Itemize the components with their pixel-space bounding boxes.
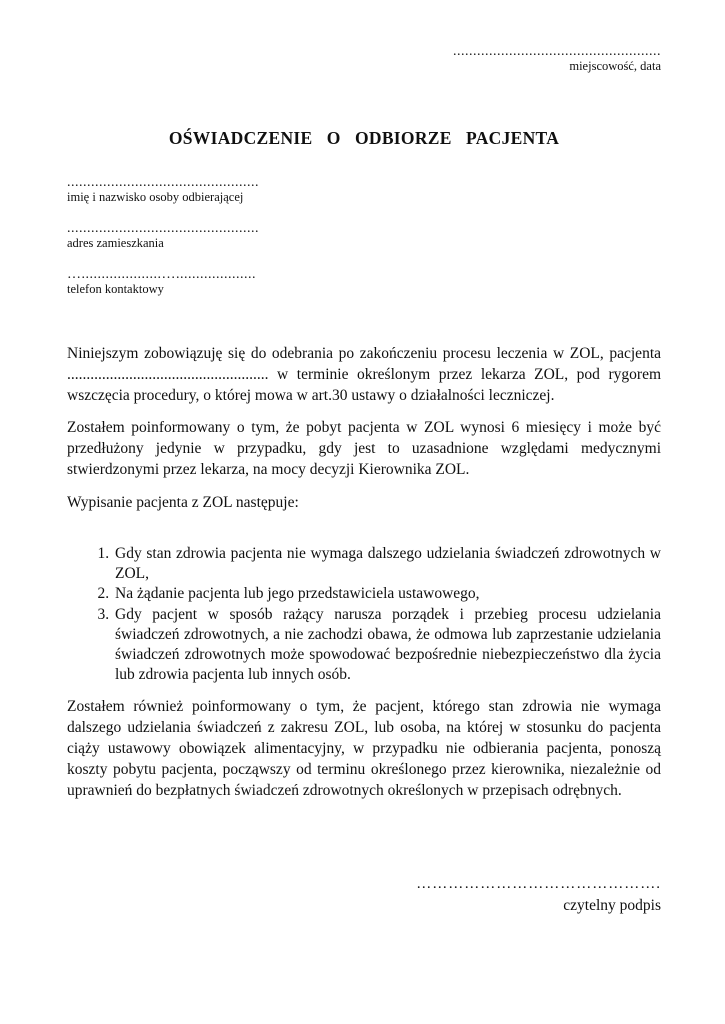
paragraph-pickup-obligation: Niniejszym zobowiązuję się do odebrania po zakończeniu procesu leczenia w ZOL, pacjenta .................................................... w terminie określonym przez lekarza ZOL, pod rygorem wszczęcia procedury, o której mowa w art.30 ustawy o działalności leczniczej. (67, 344, 661, 404)
field-address (67, 221, 661, 252)
paragraph-costs-liability: Zostałem również poinformowany o tym, że pacjent, którego stan zdrowia nie wymaga dalszego udzielania świadczeń z zakresu ZOL, lub osoba, na której w stosunku do pacjenta ciąży ustawowy obowiązek alimentacyjny, w przypadku nie odbierania pacjenta, ponoszą koszty pobytu pacjenta, począwszy od terminu określonego przez kierownika, niezależnie od uprawnień do bezpłatnych świadczeń zdrowotnych określonych w przepisach odrębnych. (67, 698, 661, 799)
document-title: OŚWIADCZENIE O ODBIORZE PACJENTA (168, 128, 560, 149)
list-item-condition-1: 1. Gdy stan zdrowia pacjenta nie wymaga dalszego udzielania świadczeń zdrowotnych w ZOL, (113, 544, 661, 584)
phone-label: telefon kontaktowy (67, 282, 164, 297)
signature-label: czytelny podpis (563, 897, 661, 915)
recipient-name-label: imię i nazwisko osoby odbierającej (67, 190, 244, 205)
list-item-condition-2: 2. Na żądanie pacjenta lub jego przedstawiciela ustawowego, (113, 584, 661, 604)
address-dotted-line: ................................................ (67, 220, 259, 236)
signature-block (67, 876, 661, 917)
fill-in-fields (67, 175, 661, 298)
discharge-conditions-list (67, 544, 661, 685)
field-phone (67, 267, 661, 298)
paragraph-stay-duration: Zostałem poinformowany o tym, że pobyt pacjenta w ZOL wynosi 6 miesięcy i może być przedłużony jedynie w przypadku, gdy jest to uzasadnione względami medycznymi stwierdzonymi przez lekarza, na mocy decyzji Kierownika ZOL. (67, 419, 661, 479)
place-date-label: miejscowość, data (569, 59, 661, 74)
paragraph-discharge-intro: Wypisanie pacjenta z ZOL następuje: (67, 494, 299, 512)
field-recipient-name (67, 175, 661, 206)
place-date-block (67, 44, 661, 75)
list-item-condition-3: 3. Gdy pacjent w sposób rażący narusza porządek i przebieg procesu udzielania świadczeń zdrowotnych, a nie zachodzi obawa, że odmowa lub zaprzestanie udzielania świadczeń zdrowotnych może spowodować bezpośrednie niebezpieczeństwo dla życia lub zdrowia pacjenta lub innych osób. (113, 605, 661, 686)
place-date-dotted-line: .................................................... (453, 44, 661, 59)
signature-dotted-line: ………………………………………. (416, 875, 661, 892)
phone-dotted-line: …....................….................... (67, 266, 256, 282)
recipient-name-dotted-line: ................................................ (67, 174, 259, 190)
address-label: adres zamieszkania (67, 236, 164, 251)
